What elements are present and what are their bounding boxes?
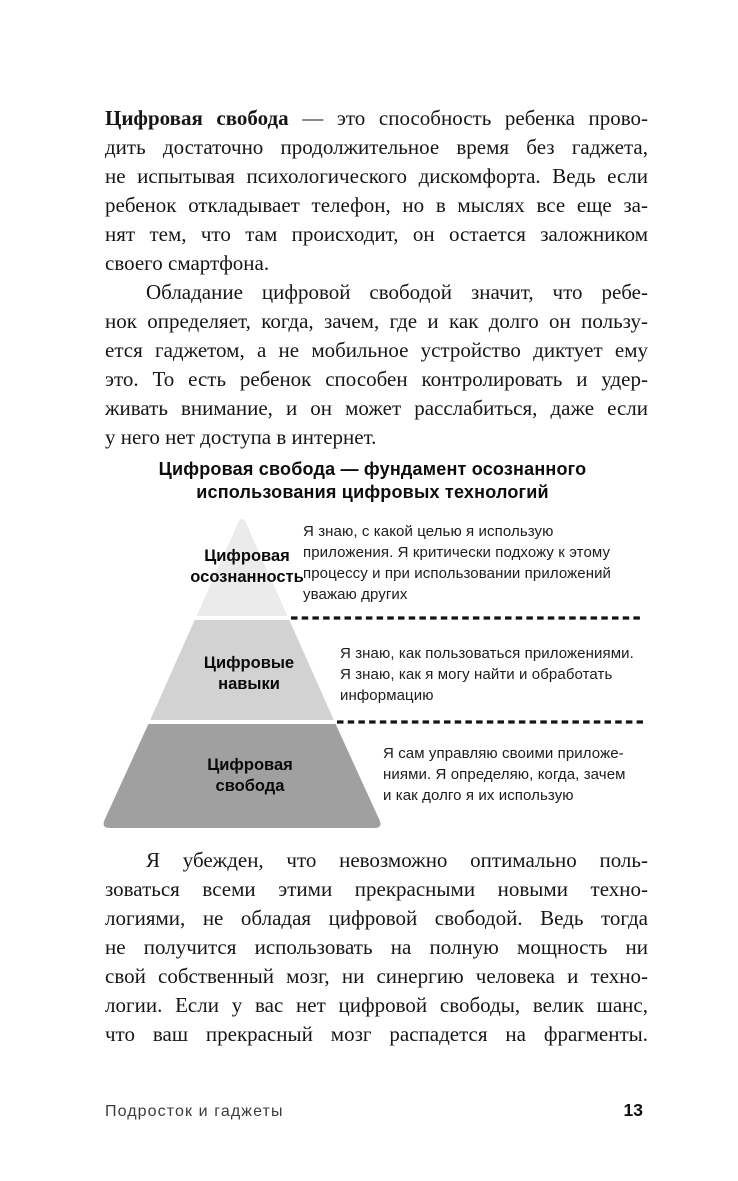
desc-line: процессу и при использовании приложений [303, 565, 612, 582]
pyramid-desc-awareness [303, 521, 611, 605]
text-line: свой собственный мозг, ни синергию человека и техно- [105, 964, 648, 988]
text-line: логиями, не обладая цифровой свободой. Ведь тогда [105, 906, 648, 930]
desc-line: Я сам управляю своими приложе- [383, 745, 624, 762]
desc-line: и как долго я их использую [383, 787, 574, 804]
text-line: не получится использовать на полную мощность ни [105, 935, 648, 959]
paragraph-conclusion [105, 846, 648, 1049]
text-line: своего смартфона. [105, 251, 270, 275]
text-line: что ваш прекрасный мозг распадется на фрагменты. [105, 1022, 648, 1046]
label-line: осознанность [190, 568, 304, 586]
desc-line: Я знаю, как я могу найти и обработать [340, 666, 613, 683]
running-title: Подросток и гаджеты [105, 1103, 284, 1120]
text-line: ребенок откладывает телефон, но в мыслях все еще за- [105, 193, 648, 217]
desc-line: ниями. Я определяю, когда, зачем [383, 766, 626, 783]
diagram-title [95, 458, 650, 504]
desc-line: Я знаю, с какой целью я использую [303, 523, 554, 540]
text-line: живать внимание, и он может расслабиться, даже если [105, 396, 648, 420]
diagram-title-line: использования цифровых технологий [196, 482, 549, 502]
label-line: Цифровая [204, 547, 290, 565]
paragraph-possession [105, 278, 648, 452]
text-line: не испытывая психологического дискомфорта. Ведь если [105, 164, 648, 188]
desc-line: уважаю других [303, 586, 408, 603]
pyramid-label-freedom [207, 755, 293, 797]
label-line: Цифровые [203, 654, 295, 672]
text-line: это. То есть ребенок способен контролировать и удер- [105, 367, 648, 391]
pyramid-diagram [105, 458, 648, 836]
text-line-rest: — это способность ребенка прово- [288, 106, 648, 130]
pyramid-desc-skills [340, 643, 634, 706]
text-line: дить достаточно продолжительное время без гаджета, [105, 135, 648, 159]
text-line: у него нет доступа в интернет. [105, 425, 377, 449]
desc-line: приложения. Я критически подхожу к этому [303, 544, 611, 561]
text-line: нок определяет, когда, зачем, где и как долго он пользу- [105, 309, 648, 333]
desc-line: Я знаю, как пользоваться приложениями. [340, 645, 634, 662]
page-footer [105, 1100, 643, 1121]
pyramid-desc-freedom [383, 743, 626, 806]
term-bold: Цифровая свобода [105, 106, 289, 130]
label-line: свобода [215, 777, 285, 795]
page-number: 13 [623, 1100, 643, 1120]
text-line: Обладание цифровой свободой значит, что ребе- [146, 280, 648, 304]
label-line: навыки [218, 675, 280, 693]
pyramid-label-awareness [190, 546, 303, 588]
diagram-title-line: Цифровая свобода — фундамент осознанного [158, 459, 587, 479]
text-line [105, 104, 648, 133]
pyramid-label-skills [204, 653, 294, 695]
desc-line: информацию [340, 687, 434, 704]
text-line: Я убежден, что невозможно оптимально поль- [146, 848, 648, 872]
label-line: Цифровая [207, 756, 293, 774]
text-line: логии. Если у вас нет цифровой свободы, велик шанс, [105, 993, 648, 1017]
page-body [105, 0, 648, 1049]
text-line: нят тем, что там происходит, он остается заложником [105, 222, 648, 246]
text-line: ется гаджетом, а не мобильное устройство диктует ему [105, 338, 648, 362]
paragraph-definition [105, 104, 648, 278]
text-line: зоваться всеми этими прекрасными новыми техно- [105, 877, 648, 901]
pyramid [95, 504, 650, 836]
